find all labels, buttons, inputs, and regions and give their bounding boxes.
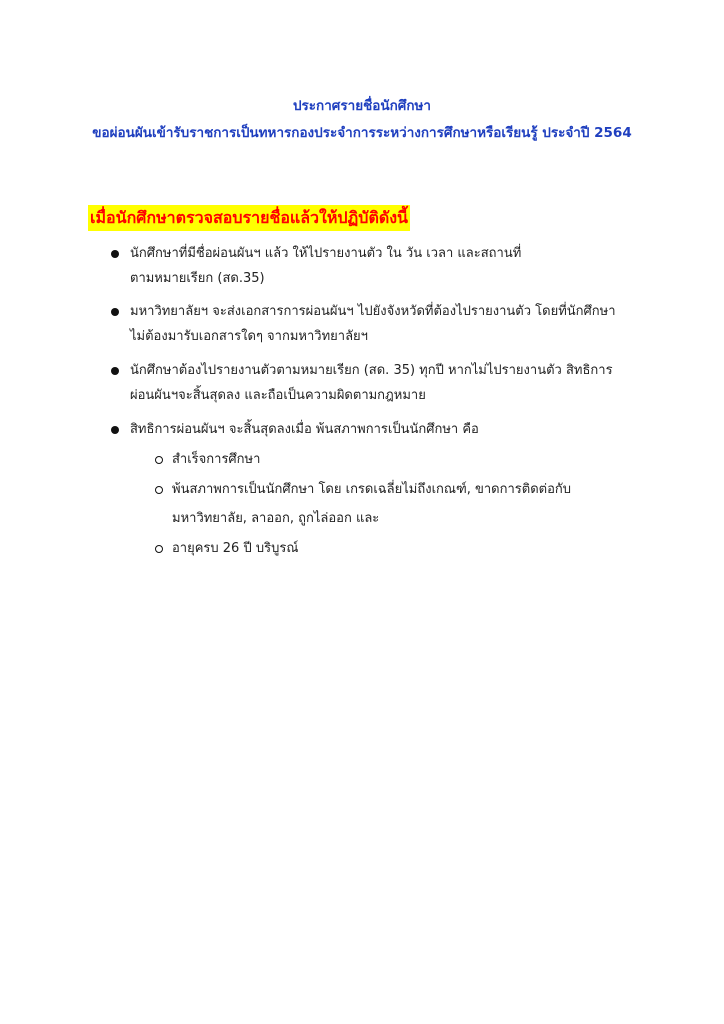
list-item-line: มหาวิทยาลัยฯ จะส่งเอกสารการผ่อนผันฯ ไปยังจังหวัดที่ต้องไปรายงานตัว โดยที่นักศึกษา <box>130 304 616 319</box>
list-item-line: ไม่ต้องมารับเอกสารใดๆ จากมหาวิทยาลัยฯ <box>130 329 368 344</box>
list-item-line: สิทธิการผ่อนผันฯ จะสิ้นสุดลงเมื่อ พ้นสภาพการเป็นนักศึกษา คือ <box>130 422 479 437</box>
list-item-line: นักศึกษาที่มีชื่อผ่อนผันฯ แล้ว ให้ไปรายงานตัว ใน วัน เวลา และสถานที่ <box>130 246 522 261</box>
list-item-line: นักศึกษาต้องไปรายงานตัวตามหมายเรียก (สด. 35) ทุกปี หากไม่ไปรายงานตัว สิทธิการ <box>130 363 613 378</box>
bullet-icon <box>111 308 119 316</box>
bullet-icon <box>111 250 119 258</box>
document-title: ประกาศรายชื่อนักศึกษา <box>292 98 432 114</box>
instructions-heading: เมื่อนักศึกษาตรวจสอบรายชื่อแล้วให้ปฏิบัติดังนี้ <box>88 205 410 231</box>
sub-bullet-icon <box>155 486 163 494</box>
bullet-icon <box>111 367 119 375</box>
sub-list-item-line: มหาวิทยาลัย, ลาออก, ถูกไล่ออก และ <box>172 511 380 526</box>
sub-bullet-icon <box>155 545 163 553</box>
sub-list-item-line: พ้นสภาพการเป็นนักศึกษา โดย เกรดเฉลี่ยไม่ถึงเกณฑ์, ขาดการติดต่อกับ <box>172 482 572 497</box>
sub-list-item-line: อายุครบ 26 ปี บริบูรณ์ <box>172 541 299 556</box>
sub-bullet-icon <box>155 456 163 464</box>
sub-list-item-line: สำเร็จการศึกษา <box>172 452 261 467</box>
list-item-line: ผ่อนผันฯจะสิ้นสุดลง และถือเป็นความผิดตามกฎหมาย <box>130 388 426 403</box>
bullet-icon <box>111 426 119 434</box>
document-subtitle: ขอผ่อนผันเข้ารับราชการเป็นทหารกองประจำการระหว่างการศึกษาหรือเรียนรู้ ประจำปี 2564 <box>92 125 632 141</box>
list-item-line: ตามหมายเรียก (สด.35) <box>130 271 265 286</box>
